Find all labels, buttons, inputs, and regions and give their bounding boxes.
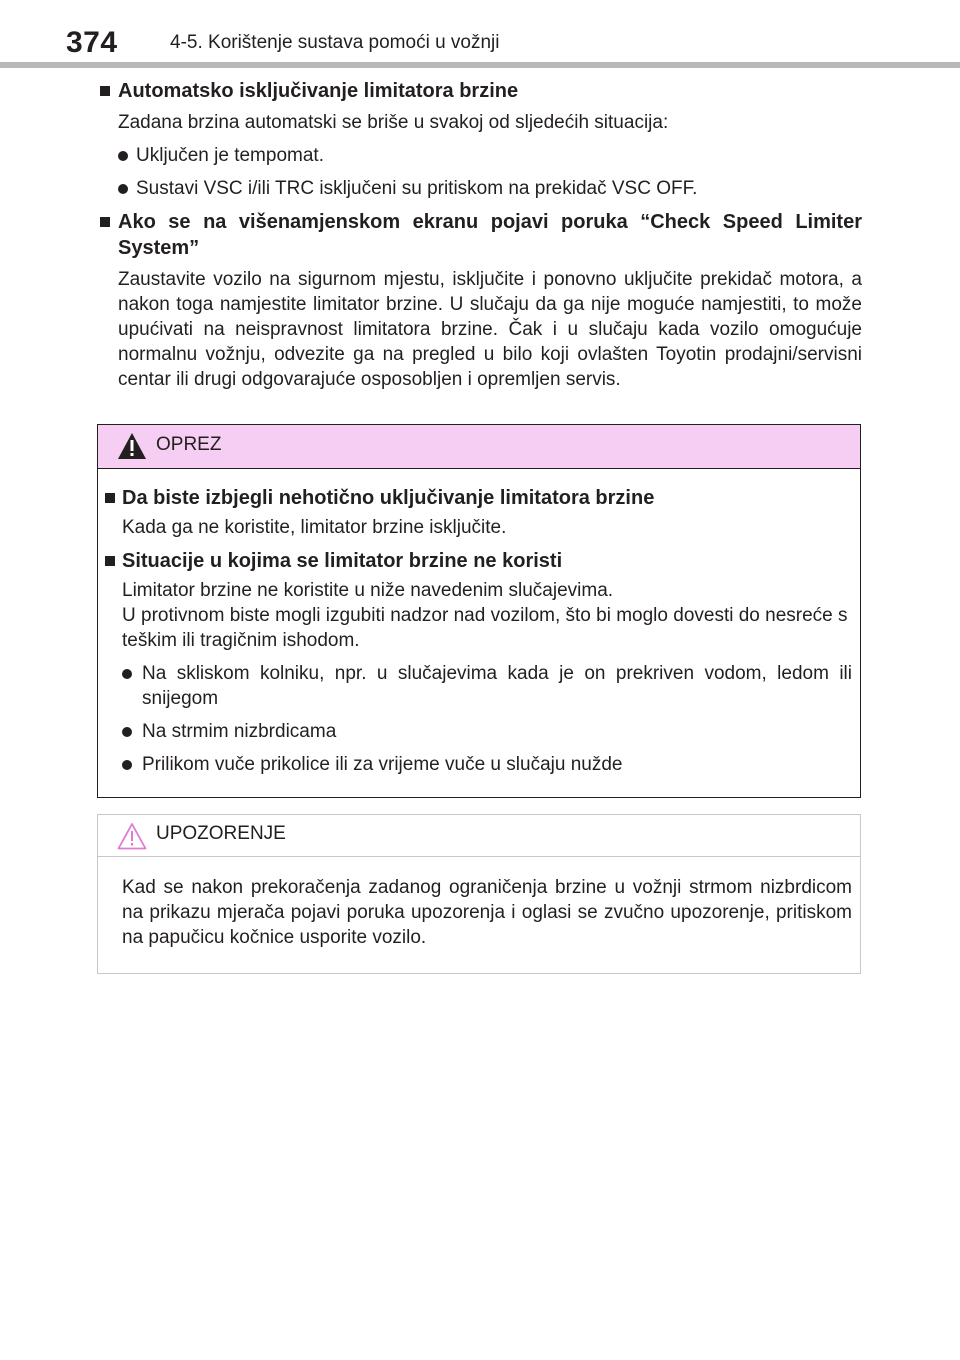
list-item-text: Sustavi VSC i/ili TRC isključeni su pritiskom na prekidač VSC OFF.: [136, 178, 698, 199]
section-title: 4-5. Korištenje sustava pomoći u vožnji: [170, 32, 500, 53]
list-item-text: Uključen je tempomat.: [136, 145, 324, 166]
warning-triangle-icon: [116, 431, 148, 461]
page-number: 374: [66, 26, 118, 59]
section-heading: [98, 78, 862, 104]
paragraph: U protivnom biste mogli izgubiti nadzor nad vozilom, što bi moglo dovesti do nesreće s teškim ili tragičnim ishodom.: [122, 605, 848, 651]
bullet-dot-icon: [118, 184, 128, 194]
heading-text-line: Ako se na višenamjenskom ekranu pojavi poruka “Check Speed Limiter: [118, 211, 862, 233]
caution-box-body: [98, 469, 860, 777]
caution-box-header: [98, 425, 860, 469]
bullet-dot-icon: [122, 727, 132, 737]
notice-box-body: [98, 857, 860, 950]
square-bullet-icon: [100, 217, 110, 227]
list-item: [98, 176, 862, 201]
list-item: [98, 143, 862, 168]
paragraph: Zaustavite vozilo na sigurnom mjestu, isključite i ponovno uključite prekidač motora, a nakon toga namjestite limitator brzine. U slučaju da ga nije moguće namjestiti, to može upućivati na neispravnost limitatora brzine. Čak i u slučaju kada vozilo omogućuje normalnu vožnju, odvezite ga na pregled u bilo koji ovlašten Toyotin prodajni/servisni centar ili drugi odgovarajuće osposobljen i opremljen servis.: [118, 269, 862, 390]
warning-triangle-outline-icon: [116, 821, 148, 851]
square-bullet-icon: [105, 556, 115, 566]
main-content: [98, 76, 862, 392]
notice-title: UPOZORENJE: [156, 823, 286, 844]
header-divider: [0, 62, 960, 68]
square-bullet-icon: [100, 86, 110, 96]
paragraph: Limitator brzine ne koristite u niže navedenim slučajevima.: [122, 580, 614, 601]
bullet-dot-icon: [118, 151, 128, 161]
list-item: [98, 719, 860, 744]
list-item-text: Prilikom vuče prikolice ili za vrijeme vuče u slučaju nužde: [142, 754, 623, 775]
paragraph: Zadana brzina automatski se briše u svakoj od sljedećih situacija:: [118, 112, 669, 133]
notice-box-header: [98, 815, 860, 857]
subsection-heading: [98, 548, 860, 574]
heading-text-line: System”: [118, 237, 200, 259]
subsection-heading: [98, 485, 860, 511]
square-bullet-icon: [105, 493, 115, 503]
caution-box: [97, 424, 861, 798]
paragraph: Kada ga ne koristite, limitator brzine isključite.: [122, 517, 507, 538]
heading-text: Automatsko isključivanje limitatora brzine: [118, 80, 519, 102]
heading-text: Situacije u kojima se limitator brzine ne koristi: [122, 550, 563, 572]
caution-title: OPREZ: [156, 434, 222, 455]
heading-text: Da biste izbjegli nehotično uključivanje limitatora brzine: [122, 487, 655, 509]
list-item-text: Na strmim nizbrdicama: [142, 721, 337, 742]
section-heading: [98, 209, 862, 261]
bullet-dot-icon: [122, 669, 132, 679]
list-item-text: Na skliskom kolniku, npr. u slučajevima kada je on prekriven vodom, ledom ili snijegom: [142, 663, 852, 709]
list-item: [98, 752, 860, 777]
list-item: [98, 661, 860, 711]
paragraph: Kad se nakon prekoračenja zadanog ograničenja brzine u vožnji strmom nizbrdicom na prikazu mjerača pojavi poruka upozorenja i oglasi se zvučno upozorenje, pritiskom na papučicu kočnice usporite vozilo.: [122, 877, 852, 948]
notice-box: [97, 814, 861, 974]
page-header: [60, 24, 930, 64]
bullet-dot-icon: [122, 760, 132, 770]
